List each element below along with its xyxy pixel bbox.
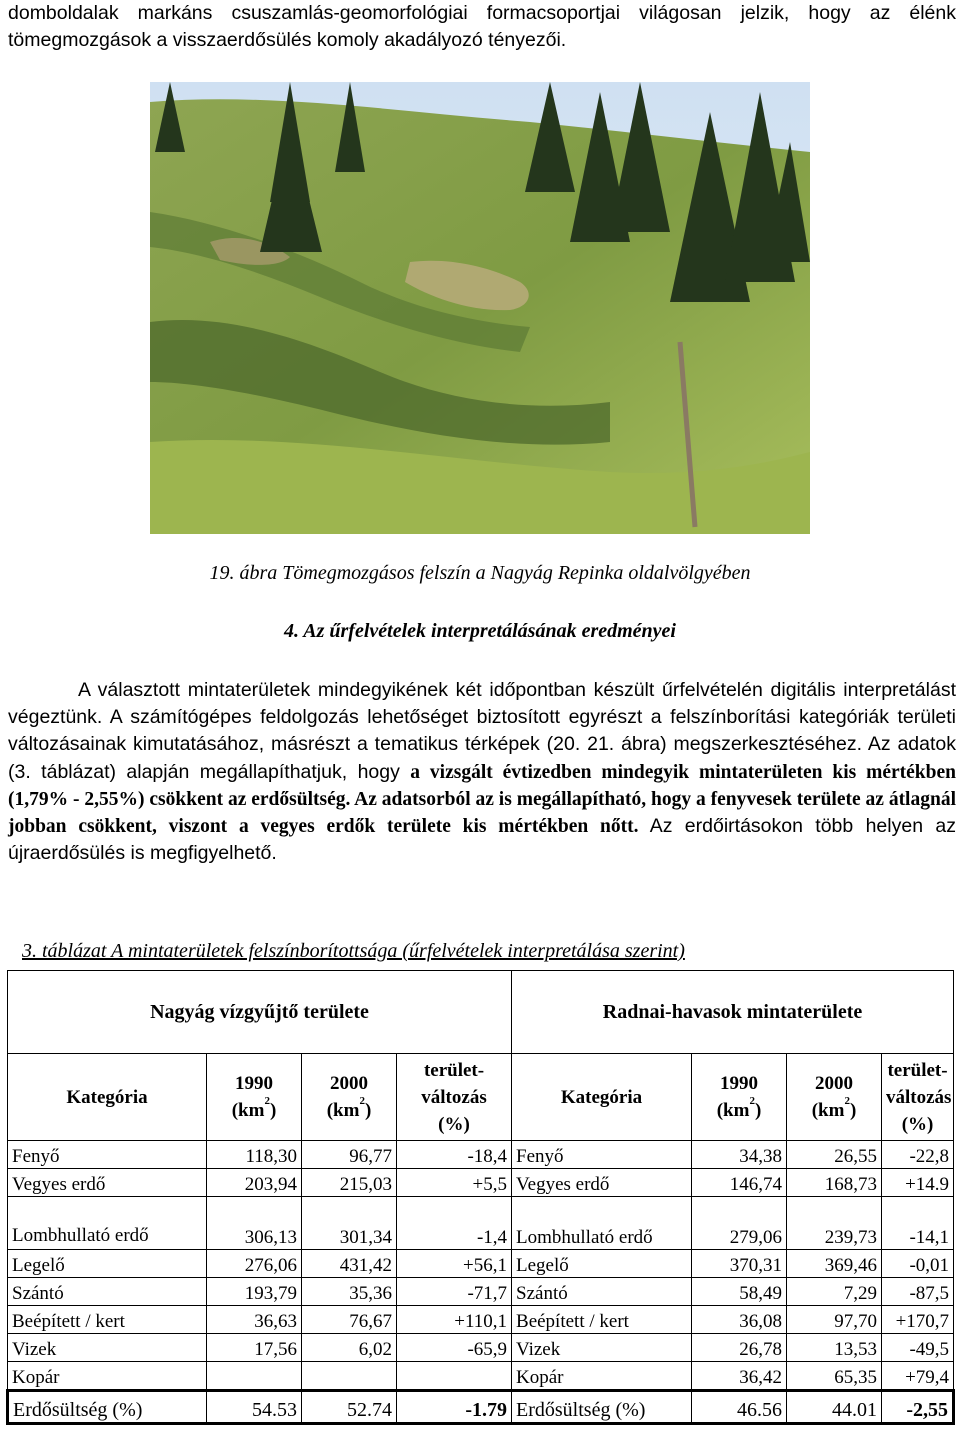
total-category-right: Erdősültség (%) xyxy=(512,1391,692,1424)
row-value: 118,30 xyxy=(207,1141,302,1169)
row-category-left: Legelő xyxy=(8,1250,207,1278)
row-category-right: Vegyes erdő xyxy=(512,1169,692,1197)
total-category-left: Erdősültség (%) xyxy=(8,1391,207,1424)
table-caption: 3. táblázat A mintaterületek felszínborítottsága (űrfelvételek interpretálása szerint) xyxy=(22,940,685,962)
row-category-left: Szántó xyxy=(8,1278,207,1306)
row-value: 6,02 xyxy=(302,1334,397,1362)
table-row xyxy=(8,1169,954,1197)
row-change: +14.9 xyxy=(882,1169,954,1197)
row-category-left: Vizek xyxy=(8,1334,207,1362)
col-2000-left: 2000 $(km^2)$ xyxy=(302,1054,397,1141)
table-row xyxy=(8,1141,954,1169)
table-row xyxy=(8,1197,954,1250)
section-title: 4. Az űrfelvételek interpretálásának eredményei xyxy=(284,620,676,642)
col-change-right: terület- változás (%) xyxy=(882,1054,954,1141)
row-value: 193,79 xyxy=(207,1278,302,1306)
table-column-header xyxy=(8,1054,954,1141)
row-value: 7,29 xyxy=(787,1278,882,1306)
figure-caption: 19. ábra Tömegmozgásos felszín a Nagyág Repinka oldalvölgyében xyxy=(209,562,751,584)
right-area-title: Radnai-havasok mintaterülete xyxy=(512,971,954,1054)
row-value: 58,49 xyxy=(692,1278,787,1306)
row-value: 276,06 xyxy=(207,1250,302,1278)
total-change: -2,55 xyxy=(882,1391,954,1424)
row-change: -1,4 xyxy=(397,1197,512,1250)
col-category-left: Kategória xyxy=(8,1054,207,1141)
row-value: 36,63 xyxy=(207,1306,302,1334)
row-change: +170,7 xyxy=(882,1306,954,1334)
row-change: -71,7 xyxy=(397,1278,512,1306)
land-cover-table xyxy=(6,970,955,1425)
row-change: -14,1 xyxy=(882,1197,954,1250)
row-change xyxy=(397,1362,512,1391)
row-value: 168,73 xyxy=(787,1169,882,1197)
col-1990-left: 1990 $(km^2)$ xyxy=(207,1054,302,1141)
row-value xyxy=(207,1362,302,1391)
row-category-left: Fenyő xyxy=(8,1141,207,1169)
row-change: +110,1 xyxy=(397,1306,512,1334)
row-value xyxy=(302,1362,397,1391)
row-value: 203,94 xyxy=(207,1169,302,1197)
row-value: 370,31 xyxy=(692,1250,787,1278)
table-row xyxy=(8,1362,954,1391)
row-value: 35,36 xyxy=(302,1278,397,1306)
col-2000-right: 2000 $(km^2)$ xyxy=(787,1054,882,1141)
row-value: 34,38 xyxy=(692,1141,787,1169)
total-value: 54.53 xyxy=(207,1391,302,1424)
table-row xyxy=(8,1278,954,1306)
row-change: +5,5 xyxy=(397,1169,512,1197)
col-category-right: Kategória xyxy=(512,1054,692,1141)
hillside-image xyxy=(150,82,810,534)
col-1990-right: 1990 $(km^2)$ xyxy=(692,1054,787,1141)
row-value: 279,06 xyxy=(692,1197,787,1250)
row-category-right: Vizek xyxy=(512,1334,692,1362)
paragraph-part-2: Az erdőirtásokon több helyen az újraerdősülés is megfigyelhető. xyxy=(8,815,956,865)
row-category-left: Kopár xyxy=(8,1362,207,1391)
total-value: 44.01 xyxy=(787,1391,882,1424)
row-value: 301,34 xyxy=(302,1197,397,1250)
left-area-title: Nagyág vízgyűjtő területe xyxy=(8,971,512,1054)
table-row xyxy=(8,1306,954,1334)
row-value: 76,67 xyxy=(302,1306,397,1334)
top-paragraph-text: domboldalak markáns csuszamlás-geomorfológiai formacsoportjai világosan jelzik, hogy az élénk tömegmozgások a visszaerdősülés komoly akadályozó tényezői. xyxy=(8,2,956,51)
row-value: 36,08 xyxy=(692,1306,787,1334)
row-value: 215,03 xyxy=(302,1169,397,1197)
row-value: 239,73 xyxy=(787,1197,882,1250)
col-change-left: terület- változás (%) xyxy=(397,1054,512,1141)
total-value: 52.74 xyxy=(302,1391,397,1424)
row-value: 97,70 xyxy=(787,1306,882,1334)
row-category-right: Kopár xyxy=(512,1362,692,1391)
forest-cover-total-row xyxy=(8,1391,954,1424)
table-row xyxy=(8,1334,954,1362)
row-change: -0,01 xyxy=(882,1250,954,1278)
row-value: 36,42 xyxy=(692,1362,787,1391)
row-category-right: Szántó xyxy=(512,1278,692,1306)
table-area-header xyxy=(8,971,954,1054)
total-change: -1.79 xyxy=(397,1391,512,1424)
row-value: 306,13 xyxy=(207,1197,302,1250)
row-change: -18,4 xyxy=(397,1141,512,1169)
row-category-left: Vegyes erdő xyxy=(8,1169,207,1197)
table-row xyxy=(8,1250,954,1278)
row-category-left: Lombhullató erdő xyxy=(8,1197,207,1250)
row-value: 13,53 xyxy=(787,1334,882,1362)
row-value: 26,55 xyxy=(787,1141,882,1169)
row-change: -49,5 xyxy=(882,1334,954,1362)
row-change: +56,1 xyxy=(397,1250,512,1278)
top-paragraph xyxy=(8,0,956,54)
row-category-right: Beépített / kert xyxy=(512,1306,692,1334)
paragraph-part-1: A választott mintaterületek mindegyikének két időpontban készült űrfelvételén digitális interpretálást végeztünk. A számítógépes feldolgozás lehetőséget biztosított egyrészt a felszínborítási kategóriák területi változásainak kimutatásához, másrészt a tematikus térképek (20. 21. ábra) megszerkesztéséhez. Az adatok (3. táblázat) alapján megállapíthatjuk, hogy xyxy=(8,679,956,783)
total-value: 46.56 xyxy=(692,1391,787,1424)
row-value: 146,74 xyxy=(692,1169,787,1197)
row-category-right: Legelő xyxy=(512,1250,692,1278)
row-value: 17,56 xyxy=(207,1334,302,1362)
row-value: 26,78 xyxy=(692,1334,787,1362)
paragraph-bold: a vizsgált évtizedben mindegyik mintaterületen kis mértékben (1,79% - 2,55%) csökkent az erdősültség. Az adatsorból az is megállapítható, hogy a fenyvesek területe az átlagnál jobban csökkent, viszont a vegyes erdők területe kis mértékben nőtt. xyxy=(8,761,956,838)
row-category-right: Lombhullató erdő xyxy=(512,1197,692,1250)
row-category-left: Beépített / kert xyxy=(8,1306,207,1334)
row-value: 431,42 xyxy=(302,1250,397,1278)
results-paragraph xyxy=(8,677,956,867)
row-value: 96,77 xyxy=(302,1141,397,1169)
row-value: 65,35 xyxy=(787,1362,882,1391)
row-change: +79,4 xyxy=(882,1362,954,1391)
row-change: -87,5 xyxy=(882,1278,954,1306)
landslide-photo xyxy=(150,82,810,534)
row-change: -22,8 xyxy=(882,1141,954,1169)
row-change: -65,9 xyxy=(397,1334,512,1362)
row-value: 369,46 xyxy=(787,1250,882,1278)
row-category-right: Fenyő xyxy=(512,1141,692,1169)
